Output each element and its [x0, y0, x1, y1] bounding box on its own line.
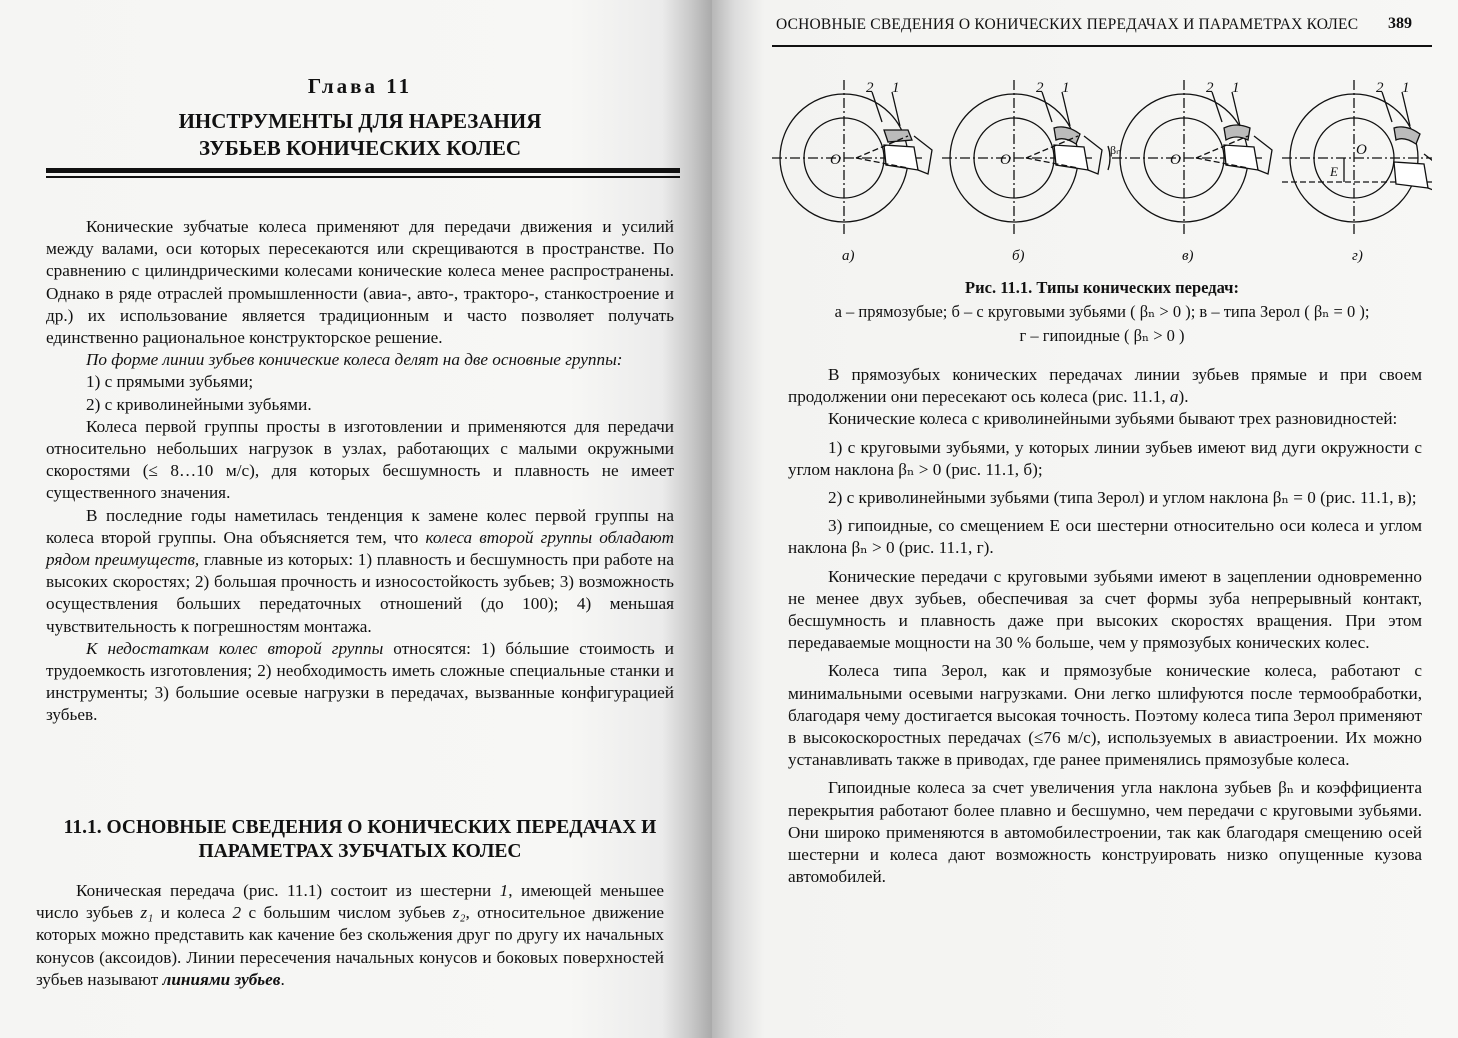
fig-a-label-wheel: 2	[866, 80, 874, 96]
right-body-text	[788, 364, 1422, 888]
disadvantages-italic: К недостаткам колес второй группы	[86, 638, 384, 658]
figure-bevel-gear-types	[772, 70, 1432, 270]
paragraph-trend	[46, 505, 674, 638]
def-text-e: , относительное движение которых можно представить как качение без скольжения друг по другу их начальных конусов (аксоидов). Линии пересечения начальных конусов и боковых поверхностей зубьев называют	[36, 903, 664, 989]
section-heading-line-1: 11.1. ОСНОВНЫЕ СВЕДЕНИЯ О КОНИЧЕСКИХ ПЕРЕДАЧАХ И	[63, 817, 657, 838]
disadvantages-text: относятся: 1) бóльшие стоимость и трудоемкость изготовления; 2) необходимость иметь сложные специальные станки и инструменты; 3) большие осевые нагрузки в передачах, вызванные конфигурацией зубьев.	[46, 638, 674, 725]
paragraph-first-group: Колеса первой группы просты в изготовлении и применяются для передачи относительно небольших нагрузок в узлах, работающих с малыми окружными скоростями (≤ 8…10 м/с), для которых бесшумность и плавность не имеет существенного значения.	[46, 416, 674, 503]
left-page	[0, 0, 712, 1038]
figure-panel-a	[772, 80, 932, 264]
figure-panel-g	[1282, 80, 1432, 264]
def-wheel-num: 2	[232, 903, 242, 923]
list-item-straight: 1) с прямыми зубьями;	[86, 372, 254, 392]
chapter-rule-thin	[46, 176, 680, 178]
straight-text-b: ).	[1178, 387, 1189, 407]
section-heading-line-2: ПАРАМЕТРАХ ЗУБЧАТЫХ КОЛЕС	[198, 841, 522, 862]
def-z2: z₂	[452, 903, 466, 923]
caption-line-3: г – гипоидные ( βₙ > 0 )	[1019, 326, 1185, 345]
paragraph-bevel-gear-definition	[36, 880, 664, 991]
right-page	[712, 0, 1458, 1038]
left-section-text	[36, 880, 664, 991]
caption-line-2: а – прямозубые; б – с круговыми зубьями ( βₙ > 0 ); в – типа Зерол ( βₙ = 0 );	[834, 302, 1370, 321]
fig-g-panel-label: г)	[1352, 248, 1363, 264]
chapter-title-line-1: ИНСТРУМЕНТЫ ДЛЯ НАРЕЗАНИЯ	[178, 109, 542, 133]
caption-title: Рис. 11.1. Типы конических передач:	[965, 278, 1239, 297]
fig-b-label-beta: βₙ	[1110, 143, 1121, 157]
fig-v-panel-label: в)	[1182, 248, 1194, 264]
groups-italic: По форме линии зубьев конические колеса делят на две основные группы:	[86, 350, 623, 370]
straight-italic: а	[1169, 387, 1179, 407]
def-text-a: Коническая передача (рис. 11.1) состоит из шестерни	[76, 881, 500, 900]
paragraph-groups	[46, 349, 674, 371]
paragraph-circular-teeth: Конические передачи с круговыми зубьями имеют в зацеплении одновременно не менее двух зубьев, обеспечивая за счет формы зуба непрерывный контакт, бесшумность и плавность даже при высоких скоростях вращения. При этом передаваемые мощности на 30 % больше, чем у прямозубых конических колес.	[788, 566, 1422, 653]
fig-v-label-center: O	[1170, 152, 1181, 168]
paragraph-zerol: Колеса типа Зерол, как и прямозубые конические колеса, работают с минимальными осевыми нагрузками. Они легко шлифуются после термообработки, благодаря чему достигается высокая точность. Поэтому колеса типа Зерол применяют в высокоскоростных передачах (≤76 м/с), используемых в авиастроении. Их можно устанавливать также в приводах, где ранее применялись прямозубые колеса.	[788, 661, 1422, 770]
trend-text-b: главные из которых: 1) плавность и бесшумность при работе на высоких скоростях; 2) большая прочность и износостойкость зубьев; 3) возможность осуществления больших передаточных отношений (до 100); 4) меньшая чувствительность к погрешностям монтажа.	[46, 550, 674, 636]
fig-b-label-center: O	[1000, 152, 1011, 168]
paragraph-curved-types: Конические колеса с криволинейными зубьями бывают трех разновидностей:	[828, 409, 1398, 429]
page-number: 389	[1388, 15, 1412, 32]
paragraph-hypoid: Гипоидные колеса за счет увеличения угла наклона зубьев βₙ и коэффициента перекрытия работают более плавно и бесшумно, чем передачи с круговыми зубьями. Они широко применяются в автомобилестроении, так как благодаря смещению осей шестерни и колеса дают возможность конструировать низко опущенные кузова автомобилей.	[788, 778, 1422, 887]
fig-b-label-pinion: 1	[1062, 80, 1070, 96]
chapter-title-line-2: ЗУБЬЕВ КОНИЧЕСКИХ КОЛЕС	[198, 136, 522, 160]
fig-v-label-wheel: 2	[1206, 80, 1214, 96]
fig-g-label-wheel: 2	[1376, 80, 1384, 96]
section-heading	[40, 816, 680, 864]
paragraph-disadvantages	[46, 638, 674, 727]
figure-panel-b	[942, 80, 1121, 264]
fig-a-label-pinion: 1	[892, 80, 900, 96]
list-item-hypoid: 3) гипоидные, со смещением E оси шестерни относительно оси колеса и углом наклона βₙ > 0 (рис. 11.1, г).	[788, 516, 1422, 558]
fig-a-panel-label: а)	[842, 248, 855, 264]
def-z1: z₁	[140, 903, 154, 923]
trend-italic: колеса второй группы обладают рядом преимуществ,	[46, 527, 674, 570]
paragraph-intro: Конические зубчатые колеса применяют для передачи движения и усилий между валами, оси которых пересекаются или скрещиваются в пространстве. По сравнению с цилиндрическими колесами конические колеса менее распространены. Однако в ряде отраслей промышленности (авиа-, авто-, тракторо-, станкостроение и др.) их использование является традиционным и часто позволяет получать единственно рациональное конструкторское решение.	[46, 217, 674, 348]
figure-caption	[772, 276, 1432, 348]
def-text-d: с большим числом зубьев	[241, 903, 453, 923]
fig-b-label-wheel: 2	[1036, 80, 1044, 96]
fig-g-label-offset: E	[1330, 164, 1338, 179]
list-item-circular: 1) с круговыми зубьями, у которых линии зубьев имеют вид дуги окружности с углом наклона βₙ > 0 (рис. 11.1, б);	[788, 437, 1422, 479]
chapter-label: Глава 11	[307, 74, 413, 98]
def-text-b: , имеющей меньшее число зубьев	[36, 881, 665, 923]
fig-g-label-center: O	[1356, 142, 1367, 158]
def-text-f: .	[280, 969, 285, 989]
chapter-title	[40, 108, 680, 162]
figure-panel-v	[1112, 80, 1272, 264]
list-item-zerol: 2) с криволинейными зубьями (типа Зерол) и углом наклона βₙ = 0 (рис. 11.1, в);	[828, 488, 1417, 508]
fig-v-label-pinion: 1	[1232, 80, 1240, 96]
def-tooth-lines: линиями зубьев	[162, 969, 281, 989]
chapter-rule-thick	[46, 168, 680, 173]
left-body-text	[46, 216, 674, 727]
running-head: ОСНОВНЫЕ СВЕДЕНИЯ О КОНИЧЕСКИХ ПЕРЕДАЧАХ И ПАРАМЕТРАХ КОЛЕС	[776, 16, 1359, 33]
list-item-curved: 2) с криволинейными зубьями.	[86, 394, 312, 414]
fig-g-label-pinion: 1	[1402, 80, 1410, 96]
fig-b-panel-label: б)	[1012, 248, 1025, 264]
straight-text-a: В прямозубых конических передачах линии зубьев прямые и при своем продолжении они пересекают ось колеса (рис. 11.1,	[788, 365, 1422, 407]
running-head-rule	[772, 45, 1432, 47]
trend-text-a: В последние годы наметилась тенденция к замене колес первой группы на колеса второй группы. Она объясняется тем, что	[46, 505, 674, 547]
fig-a-label-center: O	[830, 152, 841, 168]
def-text-c: и колеса	[153, 903, 233, 923]
def-pinion-num: 1	[499, 881, 509, 900]
paragraph-straight-teeth	[788, 364, 1422, 408]
